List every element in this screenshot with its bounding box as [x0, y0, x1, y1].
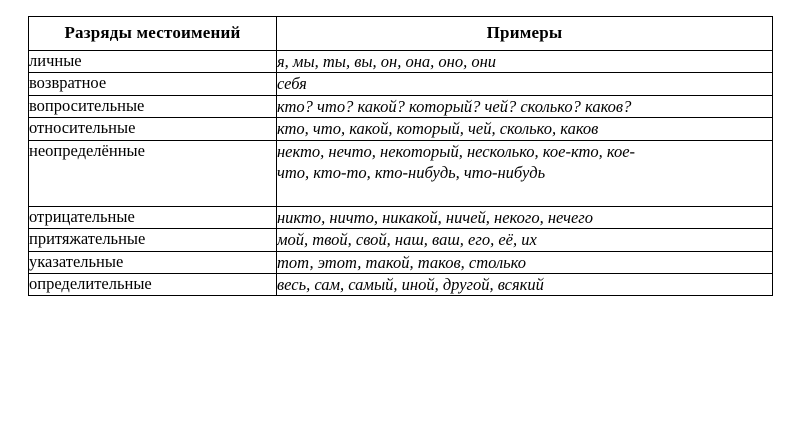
column-header-category: Разряды местоимений [29, 17, 277, 51]
cell-examples [277, 206, 773, 228]
cell-category: определительные [29, 273, 277, 295]
cell-examples [277, 51, 773, 73]
examples-line: себя [277, 74, 307, 94]
cell-examples [277, 95, 773, 117]
examples-line: кто? что? какой? который? чей? сколько? каков? [277, 96, 632, 116]
cell-category: указательные [29, 251, 277, 273]
examples-line: кто, что, какой, который, чей, сколько, каков [277, 119, 599, 139]
table-header [29, 17, 773, 51]
cell-examples [277, 229, 773, 251]
cell-examples [277, 73, 773, 95]
cell-examples [277, 251, 773, 273]
cell-examples [277, 140, 773, 206]
table-row [29, 118, 773, 140]
table-row [29, 51, 773, 73]
pronoun-categories-table [28, 16, 773, 296]
table-row [29, 273, 773, 295]
table-body [29, 51, 773, 296]
cell-category: неопределённые [29, 140, 277, 206]
cell-category: возвратное [29, 73, 277, 95]
table-row [29, 140, 773, 206]
cell-category: вопросительные [29, 95, 277, 117]
cell-examples [277, 118, 773, 140]
table-row [29, 229, 773, 251]
cell-category: относительные [29, 118, 277, 140]
table-row [29, 251, 773, 273]
table-row [29, 73, 773, 95]
cell-category: притяжательные [29, 229, 277, 251]
examples-line: тот, этот, такой, таков, столько [277, 252, 526, 272]
table-header-row [29, 17, 773, 51]
table-row [29, 206, 773, 228]
cell-examples [277, 273, 773, 295]
table-row [29, 95, 773, 117]
cell-category: отрицательные [29, 206, 277, 228]
examples-line: некто, нечто, некоторый, несколько, кое-кто, кое- [277, 141, 636, 161]
examples-line: что, кто-то, кто-нибудь, что-нибудь [277, 163, 546, 183]
examples-line: весь, сам, самый, иной, другой, всякий [277, 274, 544, 294]
cell-category: личные [29, 51, 277, 73]
examples-line: никто, ничто, никакой, ничей, некого, нечего [277, 207, 593, 227]
examples-line: я, мы, ты, вы, он, она, оно, они [277, 52, 497, 71]
examples-line: мой, твой, свой, наш, ваш, его, её, их [277, 230, 537, 250]
column-header-examples: Примеры [277, 17, 773, 51]
